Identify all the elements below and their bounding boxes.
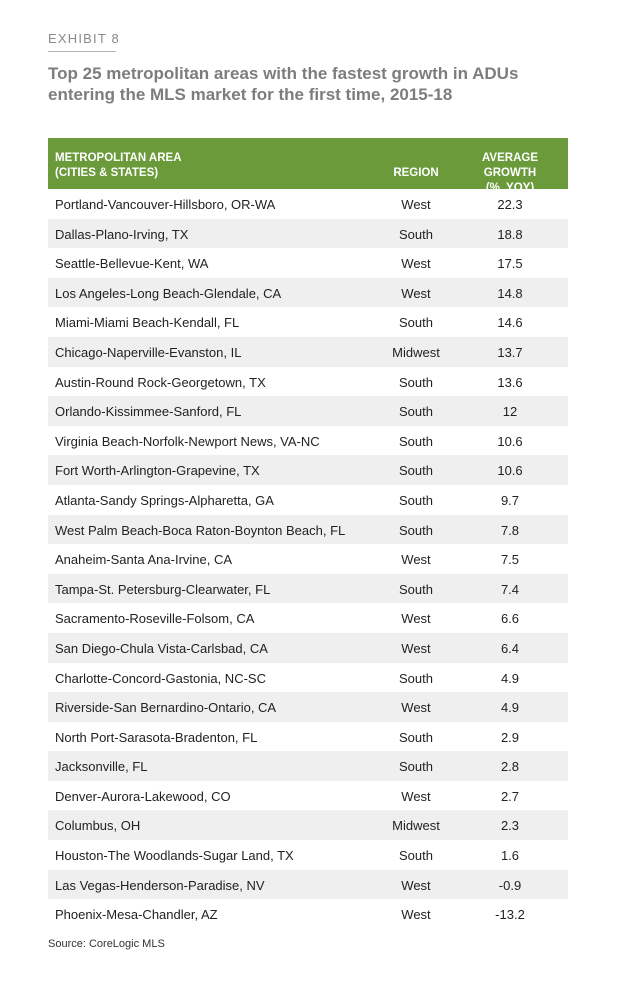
cell-metro-area: Denver-Aurora-Lakewood, CO — [55, 788, 231, 804]
cell-average-growth: 2.9 — [500, 729, 520, 745]
cell-average-growth: 14.6 — [497, 315, 523, 331]
table-body — [48, 189, 568, 929]
cell-region: South — [399, 581, 433, 597]
cell-region: South — [399, 315, 433, 331]
cell-average-growth: 17.5 — [497, 256, 523, 272]
cell-average-growth: 4.9 — [500, 670, 520, 686]
cell-region: West — [401, 285, 431, 301]
exhibit-divider — [48, 51, 116, 52]
cell-metro-area: West Palm Beach-Boca Raton-Boynton Beach, FL — [55, 522, 346, 538]
cell-metro-area: Atlanta-Sandy Springs-Alpharetta, GA — [55, 492, 274, 508]
cell-average-growth: 18.8 — [497, 226, 523, 242]
cell-metro-area: Tampa-St. Petersburg-Clearwater, FL — [55, 581, 271, 597]
cell-region: West — [401, 552, 431, 568]
table-row — [48, 426, 568, 456]
cell-average-growth: 2.8 — [500, 759, 520, 775]
cell-average-growth: 12 — [502, 404, 518, 420]
growth-table — [48, 138, 568, 929]
cell-region: South — [399, 404, 433, 420]
cell-average-growth: 2.7 — [500, 788, 520, 804]
cell-region: South — [399, 729, 433, 745]
cell-average-growth: 10.6 — [497, 433, 523, 449]
table-row — [48, 781, 568, 811]
cell-average-growth: 1.6 — [500, 848, 520, 864]
cell-metro-area: Phoenix-Mesa-Chandler, AZ — [55, 907, 218, 923]
cell-average-growth: 9.7 — [500, 492, 520, 508]
cell-average-growth: 2.3 — [500, 818, 520, 834]
cell-metro-area: Anaheim-Santa Ana-Irvine, CA — [55, 552, 233, 568]
header-growth-line2: (%, YOY) — [485, 182, 535, 194]
cell-region: West — [401, 877, 431, 893]
table-row — [48, 337, 568, 367]
cell-metro-area: Las Vegas-Henderson-Paradise, NV — [55, 877, 265, 893]
cell-metro-area: Portland-Vancouver-Hillsboro, OR-WA — [55, 197, 276, 212]
cell-metro-area: Austin-Round Rock-Georgetown, TX — [55, 374, 266, 390]
cell-metro-area: Sacramento-Roseville-Folsom, CA — [55, 611, 255, 627]
cell-region: South — [399, 759, 433, 775]
cell-region: South — [399, 492, 433, 508]
cell-region: West — [401, 256, 431, 272]
table-row — [48, 751, 568, 781]
cell-region: Midwest — [392, 818, 440, 834]
cell-region: South — [399, 848, 433, 864]
cell-region: West — [401, 611, 431, 627]
table-row — [48, 633, 568, 663]
table-row — [48, 396, 568, 426]
cell-region: South — [399, 522, 433, 538]
table-row — [48, 840, 568, 870]
exhibit-label: EXHIBIT 8 — [48, 31, 120, 46]
cell-region: West — [401, 788, 431, 804]
cell-average-growth: 6.4 — [500, 640, 520, 656]
table-row — [48, 810, 568, 840]
table-row — [48, 663, 568, 693]
cell-metro-area: North Port-Sarasota-Bradenton, FL — [55, 729, 258, 745]
cell-region: West — [401, 700, 431, 716]
header-metro-line2: (CITIES & STATES) — [55, 167, 159, 179]
cell-region: West — [401, 197, 431, 212]
cell-metro-area: Chicago-Naperville-Evanston, IL — [55, 344, 242, 360]
table-row — [48, 870, 568, 900]
cell-average-growth: -0.9 — [498, 877, 522, 893]
cell-region: West — [401, 640, 431, 656]
cell-metro-area: Virginia Beach-Norfolk-Newport News, VA-NC — [55, 433, 320, 449]
table-row — [48, 899, 568, 929]
table-row — [48, 278, 568, 308]
table-row — [48, 722, 568, 752]
cell-average-growth: 14.8 — [497, 285, 523, 301]
header-metro-line1: METROPOLITAN AREA — [55, 152, 182, 164]
cell-region: South — [399, 433, 433, 449]
cell-region: South — [399, 463, 433, 479]
table-row — [48, 603, 568, 633]
cell-region: South — [399, 226, 433, 242]
cell-metro-area: Charlotte-Concord-Gastonia, NC-SC — [55, 670, 266, 686]
cell-metro-area: Columbus, OH — [55, 818, 141, 834]
cell-average-growth: 13.7 — [497, 344, 523, 360]
table-row — [48, 485, 568, 515]
cell-metro-area: Miami-Miami Beach-Kendall, FL — [55, 315, 240, 331]
cell-average-growth: 7.4 — [500, 581, 520, 597]
cell-average-growth: 7.8 — [500, 522, 520, 538]
cell-metro-area: Orlando-Kissimmee-Sanford, FL — [55, 404, 242, 420]
cell-metro-area: Jacksonville, FL — [55, 759, 148, 775]
cell-metro-area: Fort Worth-Arlington-Grapevine, TX — [55, 463, 260, 479]
header-growth-line1: AVERAGE GROWTH — [481, 152, 539, 179]
table-header — [48, 138, 568, 194]
table-row — [48, 455, 568, 485]
header-region: REGION — [393, 167, 439, 179]
cell-region: South — [399, 670, 433, 686]
source-note: Source: CoreLogic MLS — [48, 938, 165, 950]
table-row — [48, 219, 568, 249]
table-row — [48, 367, 568, 397]
cell-average-growth: 7.5 — [500, 552, 520, 568]
table-row — [48, 307, 568, 337]
cell-metro-area: Riverside-San Bernardino-Ontario, CA — [55, 700, 277, 716]
cell-average-growth: 4.9 — [500, 700, 520, 716]
cell-metro-area: Dallas-Plano-Irving, TX — [55, 226, 189, 242]
table-row — [48, 189, 568, 219]
cell-region: Midwest — [392, 344, 440, 360]
table-row — [48, 574, 568, 604]
cell-metro-area: Seattle-Bellevue-Kent, WA — [55, 256, 209, 272]
cell-average-growth: 13.6 — [497, 374, 523, 390]
cell-metro-area: San Diego-Chula Vista-Carlsbad, CA — [55, 640, 268, 656]
cell-average-growth: 6.6 — [500, 611, 520, 627]
cell-average-growth: 22.3 — [497, 197, 523, 212]
table-row — [48, 515, 568, 545]
table-row — [48, 248, 568, 278]
table-row — [48, 692, 568, 722]
cell-region: West — [401, 907, 431, 923]
cell-region: South — [399, 374, 433, 390]
cell-average-growth: -13.2 — [495, 907, 525, 923]
table-row — [48, 544, 568, 574]
cell-metro-area: Los Angeles-Long Beach-Glendale, CA — [55, 285, 282, 301]
chart-title: Top 25 metropolitan areas with the fastest growth in ADUs entering the MLS market for the first time, 2015-18 — [48, 64, 519, 104]
cell-metro-area: Houston-The Woodlands-Sugar Land, TX — [55, 848, 294, 864]
cell-average-growth: 10.6 — [497, 463, 523, 479]
header-metro-area — [55, 151, 182, 181]
